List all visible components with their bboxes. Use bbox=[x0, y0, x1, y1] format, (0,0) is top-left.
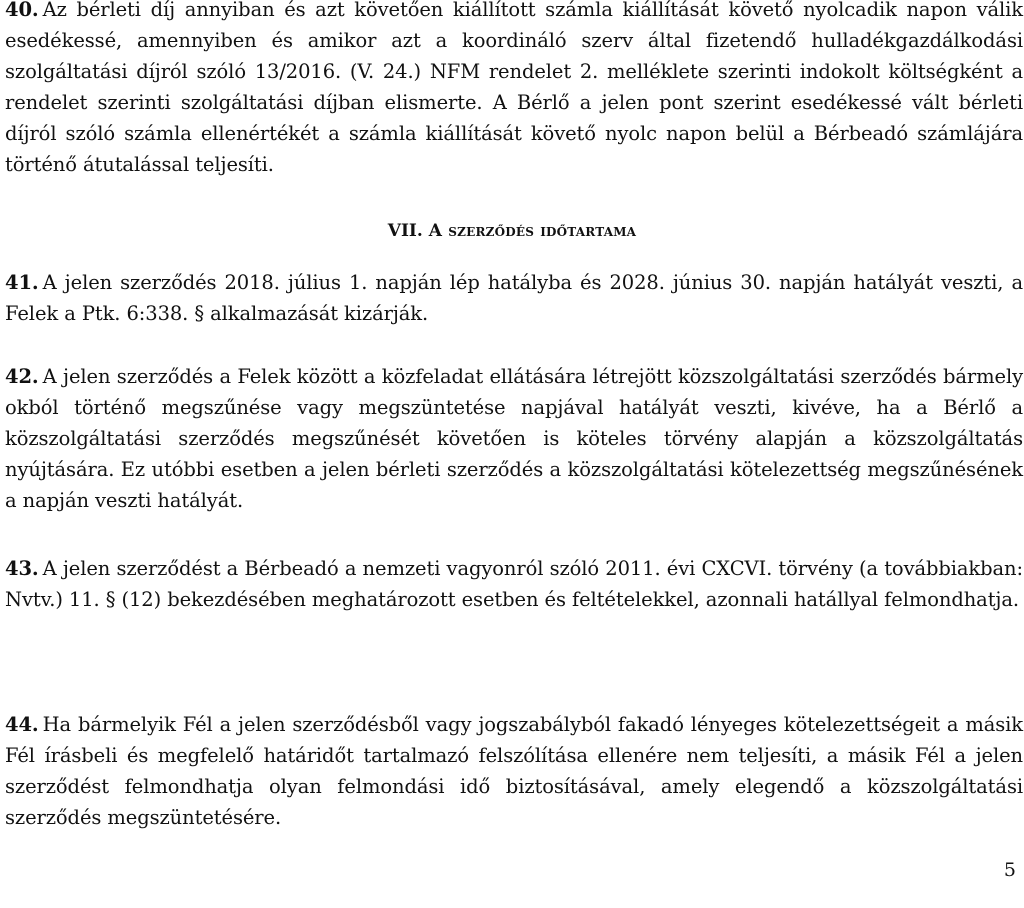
paragraph-text: A jelen szerződést a Bérbeadó a nemzeti vagyonról szóló 2011. évi CXCVI. törvény (a továbbiakban: Nvtv.) 11. § (12) bekezdésében meghatározott esetben és feltételekkel, azonnali hatállyal felmondhatja. bbox=[5, 557, 1023, 611]
paragraph-43 bbox=[5, 553, 1023, 615]
paragraph-text: A jelen szerződés a Felek között a közfeladat ellátására létrejött közszolgáltatási szerződés bármely okból történő megszűnése vagy megszüntetése napjával hatályát veszti, kivéve, ha a Bérlő a közszolgáltatási szerződés megszűnését követően is köteles törvény alapján a közszolgáltatás nyújtására. Ez utóbbi esetben a jelen bérleti szerződés a közszolgáltatási kötelezettség megszűnésének a napján veszti hatályát. bbox=[5, 365, 1023, 512]
paragraph-number: 41. bbox=[5, 271, 39, 294]
paragraph-40 bbox=[5, 0, 1023, 180]
paragraph-number: 42. bbox=[5, 365, 39, 388]
section-heading bbox=[0, 219, 1024, 243]
paragraph-41 bbox=[5, 267, 1023, 329]
page-number: 5 bbox=[1003, 859, 1016, 881]
paragraph-number: 43. bbox=[5, 557, 39, 580]
paragraph-text: Az bérleti díj annyiban és azt követően kiállított számla kiállítását követő nyolcadik napon válik esedékessé, amennyiben és amikor azt a koordináló szerv által fizetendő hulladékgazdálkodási szolgáltatási díjról szóló 13/2016. (V. 24.) NFM rendelet 2. melléklete szerinti indokolt költségként a rendelet szerinti szolgáltatási díjban elismerte. A Bérlő a jelen pont szerint esedékessé vált bérleti díjról szóló számla ellenértékét a számla kiállítását követő nyolc napon belül a Bérbeadó számlájára történő átutalással teljesíti. bbox=[5, 0, 1023, 176]
paragraph-number: 44. bbox=[5, 713, 39, 736]
paragraph-42 bbox=[5, 361, 1023, 516]
paragraph-text: Ha bármelyik Fél a jelen szerződésből vagy jogszabályból fakadó lényeges kötelezettségeit a másik Fél írásbeli és megfelelő határidőt tartalmazó felszólítása ellenére nem teljesíti, a másik Fél a jelen szerződést felmondhatja olyan felmondási idő biztosításával, amely elegendő a közszolgáltatási szerződés megszüntetésére. bbox=[5, 713, 1023, 829]
section-title: A szerződés időtartama bbox=[428, 221, 637, 241]
section-number: VII. bbox=[387, 221, 423, 241]
paragraph-44 bbox=[5, 709, 1023, 833]
paragraph-text: A jelen szerződés 2018. július 1. napján lép hatályba és 2028. június 30. napján hatályát veszti, a Felek a Ptk. 6:338. § alkalmazását kizárják. bbox=[5, 271, 1023, 325]
paragraph-number: 40. bbox=[5, 0, 39, 21]
